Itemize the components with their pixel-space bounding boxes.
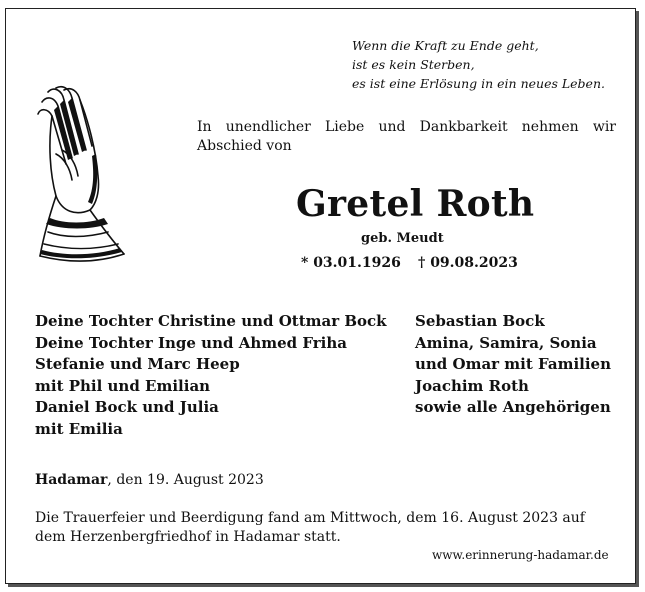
mourner-line: mit Emilia [35,419,123,438]
mourner-line: mit Phil und Emilian [35,376,211,395]
birth-date: * 03.01.1926 [301,255,401,271]
mourner-line: Daniel Bock und Julia [35,398,219,417]
mourner-line: Amina, Samira, Sonia [415,333,597,352]
intro-text: In unendlicher Liebe und Dankbarkeit nehmen wir Abschied von [197,119,616,154]
mourners-left [35,311,387,441]
poem [352,36,605,93]
place-and-date [35,472,264,488]
place: Hadamar [35,472,108,488]
mourner-line: Deine Tochter Inge und Ahmed Friha [35,333,347,352]
praying-hands-icon [34,84,130,266]
website: www.erinnerung-hadamar.de [432,548,609,562]
mourner-line: Sebastian Bock [415,312,545,330]
mourners-right [415,311,611,419]
poem-line: ist es kein Sterben, [352,57,475,72]
deceased-name: Gretel Roth [296,183,535,225]
poem-line: Wenn die Kraft zu Ende geht, [352,38,539,53]
service-notice: Die Trauerfeier und Beerdigung fand am Mittwoch, dem 16. August 2023 auf dem Herzenbergfriedhof in Hadamar statt. [35,510,585,545]
mourner-line: Joachim Roth [415,376,529,395]
mourner-line: sowie alle Angehörigen [415,398,611,417]
mourner-line: und Omar mit Familien [415,355,611,374]
mourner-line: Deine Tochter Christine und Ottmar Bock [35,312,387,330]
death-date: † 09.08.2023 [418,255,518,271]
poem-line: es ist eine Erlösung in ein neues Leben. [352,76,605,91]
date-text: , den 19. August 2023 [107,472,264,488]
birth-name: geb. Meudt [361,231,444,246]
mourner-line: Stefanie und Marc Heep [35,355,240,374]
